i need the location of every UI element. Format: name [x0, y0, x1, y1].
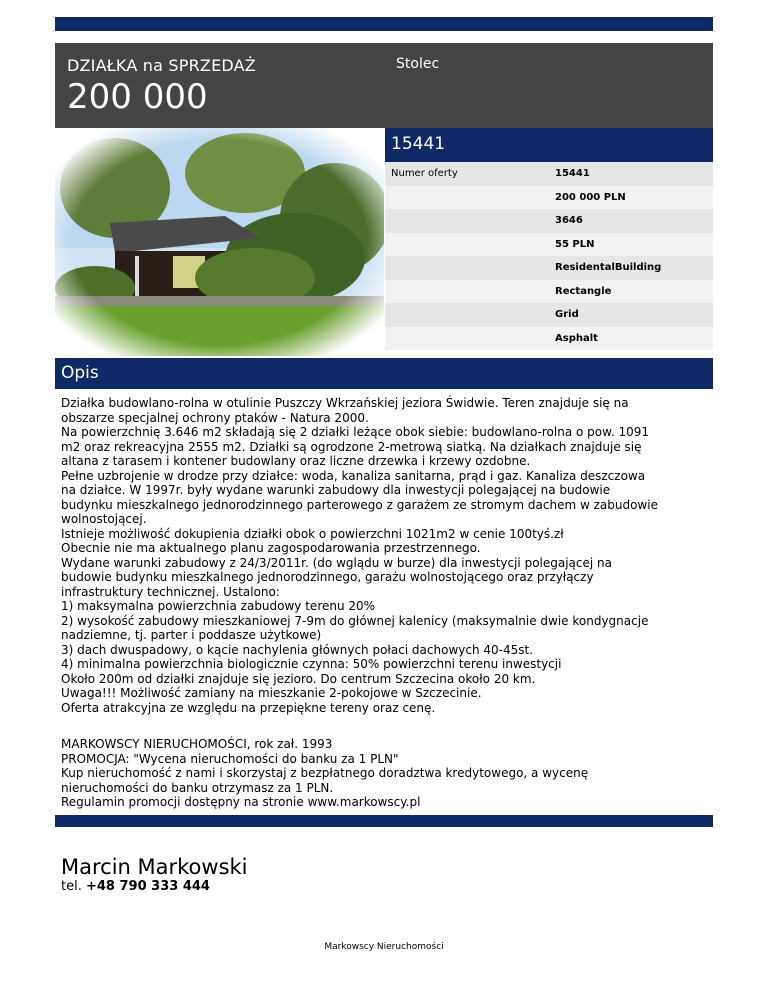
detail-row: [385, 186, 713, 210]
detail-value: 200 000 PLN: [555, 191, 626, 203]
property-photo: [55, 128, 384, 356]
detail-row: [385, 162, 713, 186]
detail-key: [385, 209, 549, 233]
detail-value: Rectangle: [555, 285, 612, 297]
detail-key: [385, 280, 549, 304]
detail-value: Grid: [555, 309, 579, 320]
detail-key: [385, 256, 549, 280]
detail-key: [385, 303, 549, 327]
offer-type: DZIAŁKA na SPRZEDAŻ: [67, 56, 256, 75]
detail-key: Numer oferty: [391, 168, 458, 179]
offer-price: 200 000: [67, 77, 208, 117]
agent-phone-label: tel.: [61, 879, 82, 894]
detail-row: [385, 209, 713, 233]
agent-phone-number[interactable]: +48 790 333 444: [85, 879, 210, 894]
detail-row: [385, 327, 713, 351]
bottom-accent-bar: [55, 815, 713, 827]
description-text: Działka budowlano-rolna w otulinie Puszczy Wkrzańskiej jeziora Świdwie. Teren znajduje się na obszarze specjalnej ochrony ptaków - Natura 2000. Na powierzchnię 3.646 m2 składają się 2 działki leżące obok siebie: budowlano-rolna o pow. 1091 m2 oraz rekreacyjna 2555 m2. Działki są ogrodzone 2-metrową siatką. Na działkach znajduje się altana z tarasem i kontener budowlany oraz liczne drzewka i krzewy ozdobne. Pełne uzbrojenie w drodze przy działce: woda, kanaliza sanitarna, prąd i gaz. Kanaliza deszczowa na działce. W 1997r. były wydane warunki zabudowy dla inwestycji polegającej na budowie budynku mieszkalnego jednorodzinnego parterowego z garażem ze stromym dachem w zabudowie wolnostojącej. Istnieje możliwość dokupienia działki obok o powierzchni 1021m2 w cenie 100tyś.zł Obecnie nie ma aktualnego planu zagospodarowania przestrzennego. Wydane warunki zabudowy z 24/3/2011r. (do wglądu w burze) dla inwestycji polegającej na budowie budynku mieszkalnego jednorodzinnego, garażu wolnostojącego oraz przyłączy infrastruktury technicznej. Ustalono: 1) maksymalna powierzchnia zabudowy terenu 20% 2) wysokość zabudowy mieszkaniowej 7-9m do głównej kalenicy (maksymalnie dwie kondygnacje nadziemne, tj. parter i poddasze użytkowe) 3) dach dwuspadowy, o kącie nachylenia głównych połaci dachowych 40-45st. 4) minimalna powierzchnia biologicznie czynna: 50% powierzchni terenu inwestycji Około 200m od działki znajduje się jezioro. Do centrum Szczecina około 20 km. Uwaga!!! Możliwość zamiany na mieszkanie 2-pokojowe w Szczecinie. Oferta atrakcyjna ze względu na przepiękne tereny oraz cenę.: [61, 396, 658, 715]
detail-row: [385, 233, 713, 257]
detail-value: 55 PLN: [555, 238, 595, 250]
description-heading-bar: [55, 358, 713, 389]
detail-value: Asphalt: [555, 332, 598, 344]
offer-id-bar: [385, 128, 713, 162]
detail-row: [385, 303, 713, 327]
offer-details-table: [385, 162, 713, 350]
detail-key: [385, 233, 549, 257]
detail-row: [385, 256, 713, 280]
agent-name: Marcin Markowski: [61, 855, 248, 879]
offer-header: [55, 43, 713, 128]
agent-phone: [61, 879, 210, 894]
footer-text: Markowscy Nieruchomości: [324, 942, 444, 952]
detail-value: 15441: [555, 168, 590, 179]
detail-value: 3646: [555, 215, 583, 226]
description-heading: Opis: [61, 363, 99, 383]
top-accent-bar: [55, 17, 713, 31]
detail-key: [385, 186, 549, 210]
detail-key: [385, 327, 549, 351]
offer-city: Stolec: [396, 56, 440, 72]
promo-text: MARKOWSCY NIERUCHOMOŚCI, rok zał. 1993 PROMOCJA: "Wycena nieruchomości do banku za 1 PLN" Kup nieruchomość z nami i skorzystaj z bezpłatnego doradztwa kredytowego, a wycenę nieruchomości do banku otrzymasz za 1 PLN. Regulamin promocji dostępny na stronie www.markowscy.pl: [61, 737, 589, 809]
detail-value: ResidentalBuilding: [555, 262, 662, 273]
offer-id: 15441: [391, 134, 446, 154]
detail-row: [385, 280, 713, 304]
